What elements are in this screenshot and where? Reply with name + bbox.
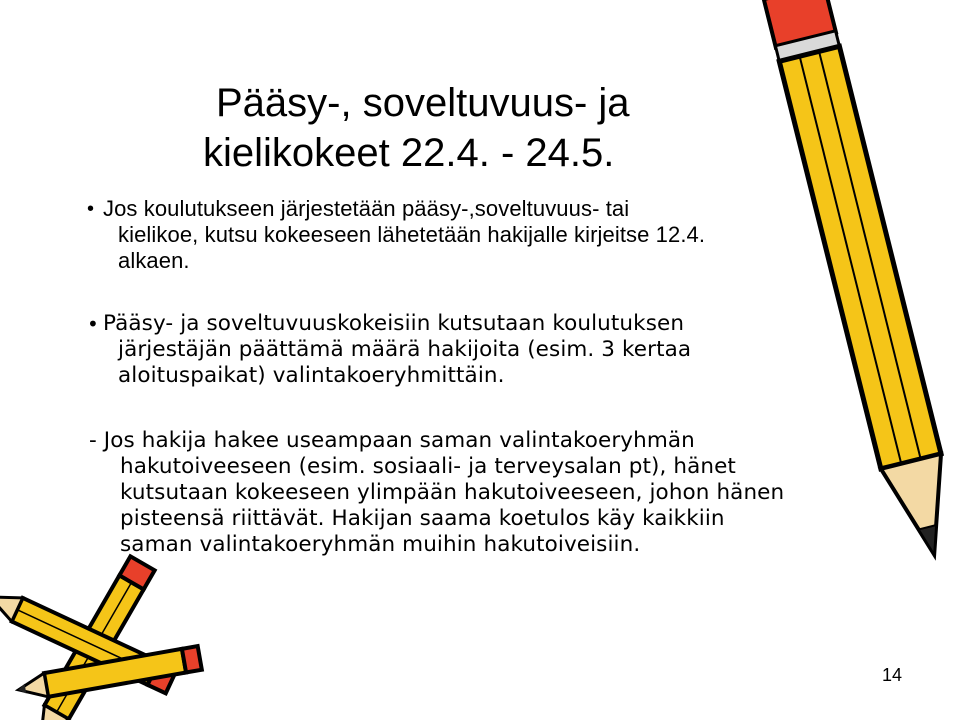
bullet-line: kielikoe, kutsu kokeeseen lähetetään hakijalle kirjeitse 12.4. [118, 222, 706, 247]
bullet-item-1 [87, 196, 803, 274]
bullet-line: Pääsy- ja soveltuvuuskokeisiin kutsutaan koulutuksen [103, 311, 685, 336]
bullet-marker: • [87, 312, 99, 336]
slide-title [203, 78, 723, 178]
dash-item [89, 428, 849, 558]
bullet-line: järjestäjän päättämä määrä hakijoita (esim. 3 kertaa [118, 337, 692, 362]
bullet-line: alkaen. [118, 248, 190, 273]
bullet-line: Jos hakija hakee useampaan saman valintakoeryhmän [103, 428, 695, 453]
title-line-2: kielikokeet 22.4. - 24.5. [203, 131, 615, 175]
bullet-item-2 [87, 311, 823, 389]
bullet-marker: • [87, 198, 95, 220]
crossed-pencils-icon [0, 565, 200, 720]
bullet-line: hakutoiveeseen (esim. sosiaali- ja terveysalan pt), hänet [120, 454, 736, 479]
bullet-line: Jos koulutukseen järjestetään pääsy-,soveltuvuus- tai [103, 196, 630, 221]
page-number: 14 [881, 665, 902, 685]
title-line-1: Pääsy-, soveltuvuus- ja [216, 81, 630, 125]
bullet-line: kutsutaan kokeeseen ylimpään hakutoiveeseen, johon hänen [120, 480, 785, 505]
bullet-line: saman valintakoeryhmän muihin hakutoiveisiin. [120, 532, 641, 557]
bullet-line: pisteensä riittävät. Hakijan saama koetulos käy kaikkiin [120, 506, 725, 531]
bullet-line: aloituspaikat) valintakoeryhmittäin. [118, 363, 505, 388]
dash-marker: - [89, 428, 104, 453]
